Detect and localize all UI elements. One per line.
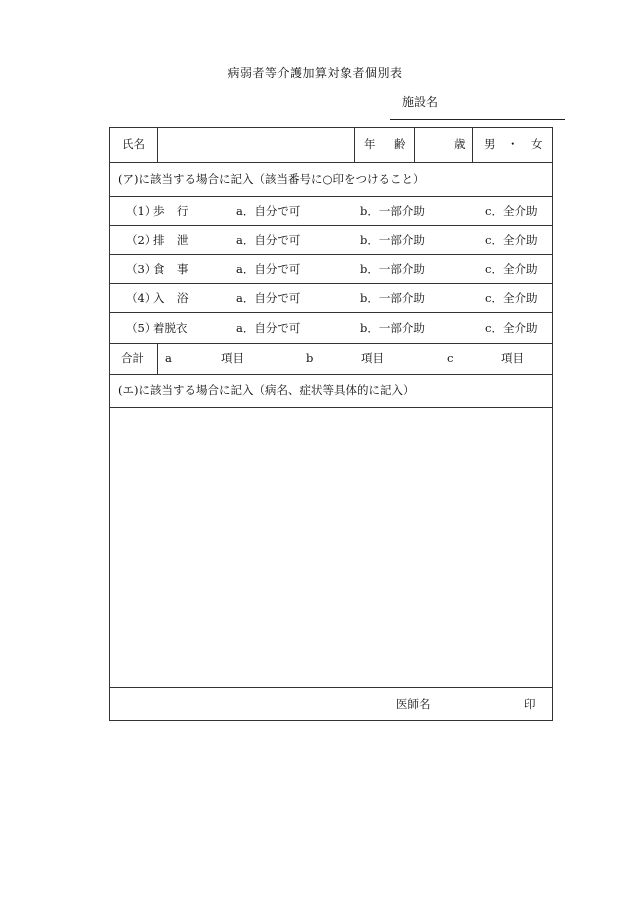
option-a[interactable]: a．自分で可 (236, 233, 301, 247)
col-divider (157, 343, 158, 374)
item-label: 排 (153, 233, 165, 247)
item-label: 入 (153, 291, 165, 305)
item-label: 行 (177, 204, 189, 218)
option-b[interactable]: b．一部介助 (360, 262, 425, 276)
row-number: （1） (126, 204, 157, 218)
row-divider (110, 254, 552, 255)
row-divider (110, 343, 552, 344)
row-divider (110, 283, 552, 284)
facility-name-field[interactable] (390, 119, 565, 120)
option-b[interactable]: b．一部介助 (360, 291, 425, 305)
total-a-unit: 項目 (221, 351, 244, 365)
gender-separator: ・ (507, 137, 519, 151)
row-number: （4） (126, 291, 157, 305)
form-table (109, 127, 553, 721)
gender-male[interactable]: 男 (484, 137, 496, 151)
row-divider (110, 374, 552, 375)
total-b-unit: 項目 (361, 351, 384, 365)
total-c-unit: 項目 (501, 351, 524, 365)
total-b-label: b (306, 351, 314, 365)
option-a[interactable]: a．自分で可 (236, 204, 301, 218)
details-textarea[interactable] (112, 410, 550, 684)
col-divider (157, 128, 158, 162)
row-divider (110, 687, 552, 688)
item-label: 着脱衣 (153, 321, 188, 335)
total-c-label: c (447, 351, 454, 365)
age-unit: 歳 (454, 137, 466, 151)
col-divider (414, 128, 415, 162)
option-a[interactable]: a．自分で可 (236, 321, 301, 335)
doctor-name-label: 医師名 (396, 697, 431, 711)
option-b[interactable]: b．一部介助 (360, 204, 425, 218)
row-number: （3） (126, 262, 157, 276)
item-label: 浴 (177, 291, 189, 305)
option-c[interactable]: c．全介助 (485, 262, 538, 276)
facility-name-label: 施設名 (402, 95, 439, 109)
item-label: 事 (177, 262, 189, 276)
col-divider (354, 128, 355, 162)
option-c[interactable]: c．全介助 (485, 233, 538, 247)
name-field[interactable] (160, 130, 352, 160)
section-e-instruction: (エ)に該当する場合に記入（病名、症状等具体的に記入） (118, 383, 415, 397)
row-divider (110, 196, 552, 197)
col-divider (472, 128, 473, 162)
seal-label: 印 (524, 697, 536, 711)
option-b[interactable]: b．一部介助 (360, 321, 425, 335)
item-label: 泄 (177, 233, 189, 247)
row-divider (110, 162, 552, 163)
option-c[interactable]: c．全介助 (485, 204, 538, 218)
option-a[interactable]: a．自分で可 (236, 291, 301, 305)
section-a-instruction: (ア)に該当する場合に記入（該当番号に○印をつけること） (118, 172, 425, 186)
item-label: 食 (153, 262, 165, 276)
row-divider (110, 312, 552, 313)
option-c[interactable]: c．全介助 (485, 321, 538, 335)
row-number: （2） (126, 233, 157, 247)
form-title: 病弱者等介護加算対象者個別表 (227, 66, 403, 80)
row-divider (110, 407, 552, 408)
row-number: （5） (126, 321, 157, 335)
option-a[interactable]: a．自分で可 (236, 262, 301, 276)
item-label: 歩 (153, 204, 165, 218)
name-label: 氏名 (122, 137, 145, 151)
total-a-label: a (165, 351, 172, 365)
option-b[interactable]: b．一部介助 (360, 233, 425, 247)
total-label: 合計 (121, 351, 144, 365)
age-label-1: 年 (364, 137, 376, 151)
gender-female[interactable]: 女 (531, 137, 543, 151)
age-label-2: 齢 (394, 137, 406, 151)
row-divider (110, 225, 552, 226)
option-c[interactable]: c．全介助 (485, 291, 538, 305)
